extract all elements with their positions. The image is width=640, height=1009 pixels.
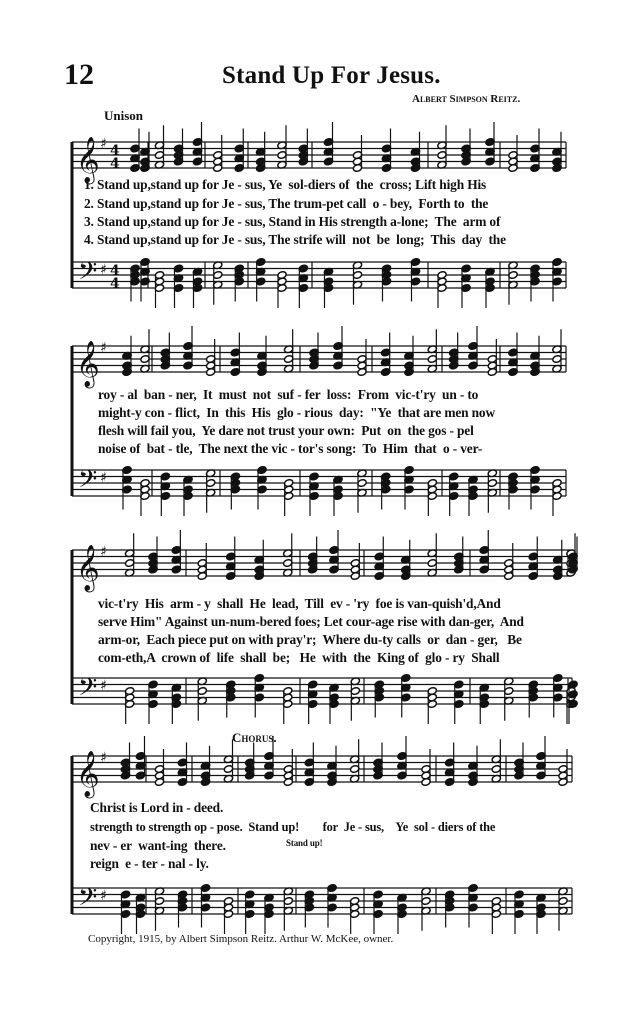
system1-time-signature-treble: 4 [110,143,120,159]
system1-time-signature-bass: 4 [110,276,120,292]
system1-time-signature-bass: 4 [110,263,120,279]
unison-mark: Unison [104,108,144,123]
system4-bass-clef: 𝄢 [78,883,98,918]
system1-bass-clef: 𝄢 [78,257,98,292]
system3-treble-clef: 𝄞 [76,545,100,591]
hymn-title: Stand Up For Jesus. [222,62,441,89]
system2-verse4: noise of bat - tle, The next the vic - tor's song: To Him that o - ver- [98,441,483,456]
system4-stand-up-echo: Stand up! [286,838,323,848]
system1-key-sharp-bass: ♯ [100,262,107,278]
system2-verse2: might-y con - flict, In this His glo - rious day: "Ye that are men now [98,405,495,420]
system4-verse2: strength to strength op - pose. Stand up! for Je - sus, Ye sol - diers of the [90,820,496,834]
system4-verse4: reign e - ter - nal - ly. [90,856,209,871]
system1-key-sharp-treble: ♯ [100,136,107,152]
system2-verse3: flesh will fail you, Ye dare not trust your own: Put on the gos - pel [98,423,474,438]
system3-key-sharp-treble: ♯ [100,544,107,560]
system3-verse3: arm-or, Each piece put on with pray'r; Where du-ty calls or dan - ger, Be [98,632,522,647]
composer-credit: Albert Simpson Reitz. [412,93,521,105]
system2-bass-clef: 𝄢 [78,465,98,500]
hymn-number: 12 [64,58,94,91]
copyright-notice: Copyright, 1915, by Albert Simpson Reitz. Arthur W. McKee, owner. [88,933,394,945]
system3-key-sharp-bass: ♯ [100,678,107,694]
system1-time-signature-treble: 4 [110,156,120,172]
system3-verse4: com-eth,A crown of life shall be; He with the King of glo - ry Shall [98,650,500,665]
system1-verse4: 4. Stand up,stand up for Je - sus, The strife will not be long; This day the [84,232,506,247]
system2-key-sharp-treble: ♯ [100,340,107,356]
system3-verse2: serve Him" Against un-num-bered foes; Let cour-age rise with dan-ger, And [98,614,524,629]
system2-treble-clef: 𝄞 [76,341,100,387]
system4-key-sharp-treble: ♯ [100,750,107,766]
chorus-mark: Chorus. [232,730,277,745]
system3-bass-clef: 𝄢 [78,673,98,708]
system4-key-sharp-bass: ♯ [100,888,107,904]
system4-verse3: nev - er want-ing there. [90,838,226,853]
system1-verse3: 3. Stand up,stand up for Je - sus, Stand in His strength a-lone; The arm of [84,214,501,229]
system4-verse1: Christ is Lord in - deed. [90,800,224,815]
system1-treble-clef: 𝄞 [76,137,100,183]
system3-verse1: vic-t'ry His arm - y shall He lead, Till ev - 'ry foe is van-quish'd,And [98,596,501,611]
system2-key-sharp-bass: ♯ [100,470,107,486]
system4-treble-clef: 𝄞 [76,751,100,797]
system1-verse1: 1. Stand up,stand up for Je - sus, Ye sol-diers of the cross; Lift high His [84,177,487,192]
system1-verse2: 2. Stand up,stand up for Je - sus, The trum-pet call o - bey, Forth to the [84,196,489,211]
system2-verse1: roy - al ban - ner, It must not suf - fer loss: From vic-t'ry un - to [98,387,479,402]
